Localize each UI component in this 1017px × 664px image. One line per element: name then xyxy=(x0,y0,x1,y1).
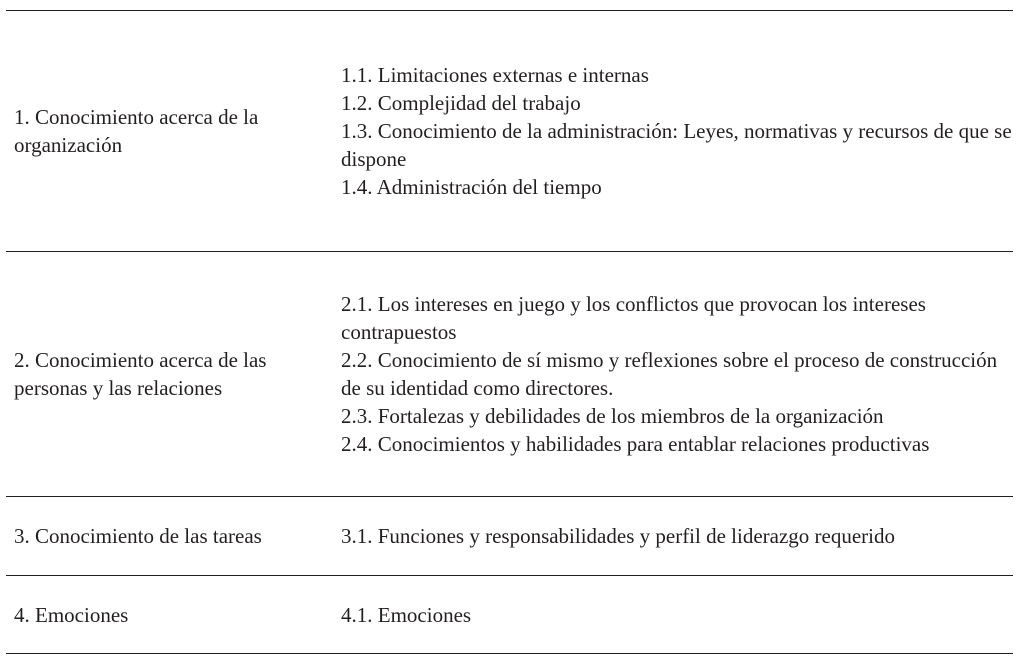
row-topic: 3. Conocimiento de las tareas xyxy=(14,524,262,548)
list-item: 4.1. Emociones xyxy=(341,602,472,627)
row-topic: 2. Conocimiento acerca de las personas y las relaciones xyxy=(14,348,267,400)
list-item: 2.1. Los intereses en juego y los conflictos que provocan los intereses contrapuestos xyxy=(341,292,926,344)
list-item: 1.4. Administración del tiempo xyxy=(341,175,602,199)
table-row xyxy=(0,11,1013,251)
list-item: 2.2. Conocimiento de sí mismo y reflexiones sobre el proceso de construcción de su identidad como directores. xyxy=(341,348,998,400)
list-item: 2.3. Fortalezas y debilidades de los miembros de la organización xyxy=(341,404,884,428)
row-items-cell xyxy=(341,11,1013,251)
row-items-cell xyxy=(341,576,1013,653)
row-items-cell xyxy=(341,252,1013,496)
list-item: 2.4. Conocimientos y habilidades para entablar relaciones productivas xyxy=(341,432,930,456)
table-bottom-rule xyxy=(6,653,1013,654)
row-topic-cell xyxy=(14,497,314,575)
row-topic: 4. Emociones xyxy=(14,602,129,627)
list-item: 1.2. Complejidad del trabajo xyxy=(341,91,581,115)
table-row xyxy=(0,252,1013,496)
list-item: 1.3. Conocimiento de la administración: Leyes, normativas y recursos de que se dispone xyxy=(341,119,1012,171)
table-row xyxy=(0,576,1013,653)
list-item: 1.1. Limitaciones externas e internas xyxy=(341,63,649,87)
row-topic: 1. Conocimiento acerca de la organización xyxy=(14,105,259,157)
row-topic-cell xyxy=(14,11,314,251)
row-items-cell xyxy=(341,497,1013,575)
row-topic-cell xyxy=(14,576,314,653)
row-topic-cell xyxy=(14,252,314,496)
list-item: 3.1. Funciones y responsabilidades y perfil de liderazgo requerido xyxy=(341,524,896,548)
table-row xyxy=(0,497,1013,575)
